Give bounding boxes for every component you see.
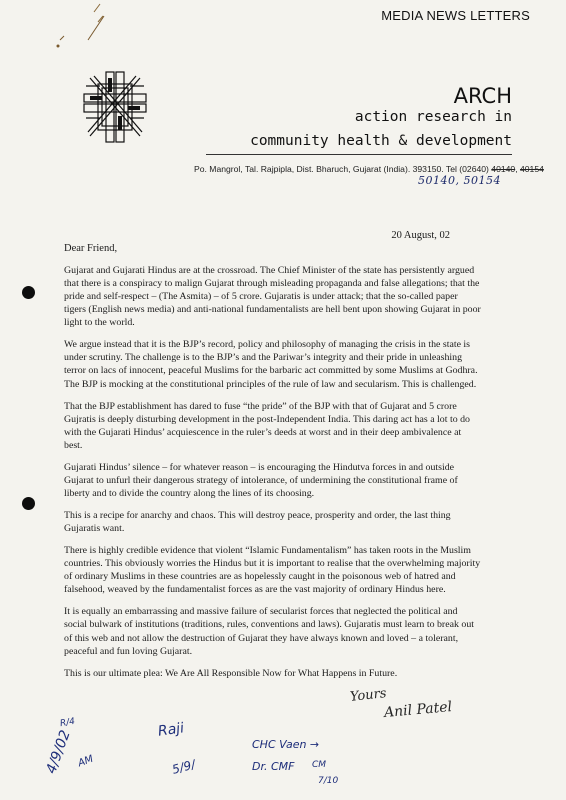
handwritten-note-left-date: 4/9/02 (43, 728, 74, 776)
org-name-line-2: community health & development (250, 133, 512, 149)
handwritten-note-right-date: 7/10 (318, 776, 339, 786)
handwritten-note-right-initial: CM (312, 760, 327, 770)
signoff: Yours (349, 686, 388, 705)
paragraph: We argue instead that it is the BJP’s record, policy and philosophy of managing the crisis in the state is under scrutiny. The challenge is to the BJP’s and the Pariwar’s integrity and their pride in unleashing terror on lacs of innocent, peaceful Muslims for the barbaric act committed by some Muslims at Godhra. The BJP is mocking at the constitutional principles of the rule of law and secularism. This is challenged. (64, 339, 478, 390)
signature: Anil Patel (383, 699, 453, 721)
punch-hole-bottom (22, 497, 35, 510)
paragraph: Gujarati Hindus’ silence – for whatever reason – is encouraging the Hindutva forces in and outside Gujarat to unfurl their dangerous strategy of intolerance, of undermining the constitutional frame of liberty and to divide the country along the lines of its choosing. (64, 461, 458, 499)
paragraph: This is a recipe for anarchy and chaos. This will destroy peace, prosperity and order, the last thing Gujaratis want. (64, 510, 451, 535)
handwritten-note-mid-name: Raji (157, 720, 186, 740)
paragraph: This is our ultimate plea: We Are All Responsible Now for What Happens in Future. (64, 667, 398, 679)
handwritten-note-right-1: CHC Vaen → (252, 738, 320, 751)
old-phone-2: 40154 (519, 164, 544, 174)
header-rule (206, 154, 512, 155)
paragraph: There is highly credible evidence that violent “Islamic Fundamentalism” has taken roots in the Muslim countries. This obviously worries the Hindus but it is important to realise that the overwhelming majority of ordinary Muslims in these countries are as hopelessly caught in the poisonous web of hatred and falsehood, weaved by the fundamentalist forces as are the vast majority of ordinary Hindus here. (64, 545, 481, 596)
handwritten-note-right-2: Dr. CMF (252, 760, 295, 773)
punch-hole-top (22, 286, 35, 299)
paragraph: That the BJP establishment has dared to fuse “the pride” of the BJP with that of Gujarat and 5 crore Gujratis is deeply disturbing development in the post-Independent India. This daring act has a lot to do with the Gujarati Hindus’ acquiescence in the ruler’s deeds at worst and in their deep ambivalence at best. (64, 400, 470, 451)
address-main: Po. Mangrol, Tal. Rajpipla, Dist. Bharuch, Gujarat (India). 393150. Tel (02640) (194, 164, 489, 174)
handwritten-note-left-top: R/4 (59, 716, 76, 730)
org-name-line-1: action research in (354, 109, 512, 125)
arch-logo-icon (80, 68, 150, 146)
handwritten-note-mid-date: 5/9/ (170, 757, 197, 777)
org-short-name: ARCH (453, 84, 512, 108)
handwritten-note-left-initials: AM (76, 753, 95, 770)
letter-body (64, 264, 482, 689)
paragraph: Gujarat and Gujarati Hindus are at the crossroad. The Chief Minister of the state has persistently argued that there is a conspiracy to malign Gujarat through misleading propaganda and false allegations; that the pride and self-respect – (The Asmita) – of 5 crore. Gujaratis is under attack; that the so-called paper tigers (English news media) and anti-national fundamentalists are hell bent upon showing Gujarat in poor light to the world. (64, 265, 481, 329)
letter-date: 20 August, 02 (391, 230, 450, 241)
handwritten-phone-numbers: 50140, 50154 (418, 174, 501, 187)
media-news-letters-tag: MEDIA NEWS LETTERS (381, 8, 530, 23)
address-line: Po. Mangrol, Tal. Rajpipla, Dist. Bharuch, Gujarat (India). 393150. Tel (02640) 40140, 40154 (194, 164, 544, 174)
old-phone-1: 40140 (491, 164, 516, 174)
salutation: Dear Friend, (64, 243, 118, 254)
paragraph: It is equally an embarrassing and massive failure of secularist forces that neglected the political and social bulwark of institutions (traditions, rules, conventions and laws). Gujaratis must learn to break out of this web and not allow the destruction of Gujarat they have always known and loved – a tolerant, peaceful and fun loving Gujarat. (64, 606, 475, 657)
